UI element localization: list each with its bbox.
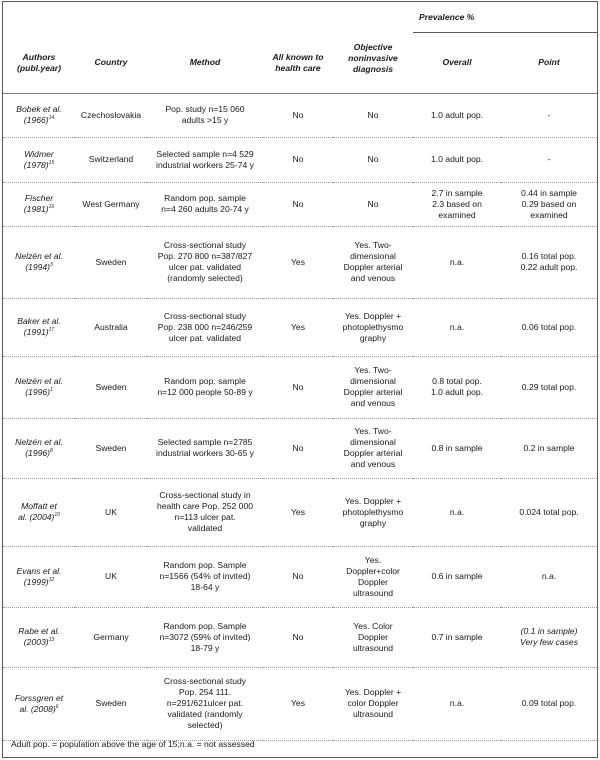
footnote: Adult pop. = population above the age of 15;n.a. = not assessed xyxy=(11,739,255,749)
known-cell: No xyxy=(263,93,333,137)
known-cell: No xyxy=(263,418,333,478)
reference-number: 8 xyxy=(50,448,53,454)
diagnosis-header: Objective noninvasive diagnosis xyxy=(333,33,413,94)
known-cell: No xyxy=(263,607,333,667)
diagnosis-cell: Yes. Two- dimensional Doppler arterial and venous xyxy=(333,418,413,478)
point-cell: 0.44 in sample 0.29 based on examined xyxy=(501,182,597,226)
diagnosis-cell: No xyxy=(333,93,413,137)
point-cell: 0.06 total pop. xyxy=(501,298,597,356)
country-cell: UK xyxy=(75,478,147,546)
author-cell: Bobek et al. $(1966)^{14}$ xyxy=(3,93,75,137)
country-cell: Sweden xyxy=(75,356,147,418)
diagnosis-cell: Yes. Doppler+color Doppler ultrasound xyxy=(333,546,413,607)
reference-number: 15 xyxy=(48,159,55,166)
country-cell: UK xyxy=(75,546,147,607)
author-cell: Nelzén et al. $(1994)^3$ xyxy=(3,226,75,298)
known-cell: Yes xyxy=(263,298,333,356)
known-cell: Yes xyxy=(263,226,333,298)
point-cell: 0.2 in sample xyxy=(501,418,597,478)
method-cell: Pop. study n=15 060 adults >15 y xyxy=(147,93,263,137)
method-cell: Cross-sectional study Pop. 270 800 n=387/827 ulcer pat. validated (randomly selected) xyxy=(147,226,263,298)
country-cell: Switzerland xyxy=(75,137,147,182)
prevalence-header: Prevalence % xyxy=(413,2,597,33)
point-cell: - xyxy=(501,137,597,182)
overall-cell: n.a. xyxy=(413,226,501,298)
table-row xyxy=(3,478,597,546)
point-cell: n.a. xyxy=(501,546,597,607)
method-cell: Random pop. sample n=12 000 people 50-89 y xyxy=(147,356,263,418)
method-cell: Random pop. sample n=4 260 adults 20-74 y xyxy=(147,182,263,226)
overall-header: Overall xyxy=(413,33,501,94)
country-cell: Australia xyxy=(75,298,147,356)
table-row xyxy=(3,607,597,667)
column-header-row xyxy=(3,33,597,94)
country-cell: Germany xyxy=(75,607,147,667)
reference-number: 13 xyxy=(48,637,55,643)
point-cell: 0.16 total pop. 0.22 adult pop. xyxy=(501,226,597,298)
point-cell: (0.1 in sample) Very few cases xyxy=(501,607,597,667)
method-cell: Random pop. Sample n=1566 (54% of invited) 18-64 y xyxy=(147,546,263,607)
overall-cell: 0.8 total pop. 1.0 adult pop. xyxy=(413,356,501,418)
method-cell: Cross-sectional study Pop. 238 000 n=246/259 ulcer pat. validated xyxy=(147,298,263,356)
overall-cell: n.a. xyxy=(413,478,501,546)
known-cell: No xyxy=(263,356,333,418)
method-cell: Random pop. Sample n=3072 (59% of invited) 18-79 y xyxy=(147,607,263,667)
country-cell: Sweden xyxy=(75,226,147,298)
known-cell: Yes xyxy=(263,478,333,546)
prevalence-table xyxy=(3,2,597,741)
reference-number: 17 xyxy=(48,327,55,333)
diagnosis-cell: Yes. Two- dimensional Doppler arterial and venous xyxy=(333,226,413,298)
diagnosis-cell: Yes. Doppler + color Doppler ultrasound xyxy=(333,667,413,740)
point-cell: - xyxy=(501,93,597,137)
author-cell: Nelzén et al. $(1996)^1$ xyxy=(3,356,75,418)
table-row xyxy=(3,667,597,740)
point-cell: 0.29 total pop. xyxy=(501,356,597,418)
country-cell: Sweden xyxy=(75,418,147,478)
diagnosis-cell: Yes. Two- dimensional Doppler arterial and venous xyxy=(333,356,413,418)
prevalence-table-container xyxy=(2,1,598,758)
reference-number: 3 xyxy=(50,262,53,268)
known-cell: Yes xyxy=(263,667,333,740)
overall-cell: 1.0 adult pop. xyxy=(413,93,501,137)
table-row xyxy=(3,226,597,298)
overall-cell: 0.8 in sample xyxy=(413,418,501,478)
table-row xyxy=(3,93,597,137)
authors-header: Authors (publ.year) xyxy=(3,33,75,94)
reference-number: 12 xyxy=(48,576,55,583)
country-cell: West Germany xyxy=(75,182,147,226)
table-row xyxy=(3,418,597,478)
overall-cell: 0.6 in sample xyxy=(413,546,501,607)
point-cell: 0.024 total pop. xyxy=(501,478,597,546)
table-row xyxy=(3,356,597,418)
diagnosis-cell: Yes. Doppler + photoplethysmo graphy xyxy=(333,478,413,546)
overall-cell: n.a. xyxy=(413,667,501,740)
author-cell: Forssgren et al. $(2008)^6$ xyxy=(3,667,75,740)
reference-number: 6 xyxy=(55,703,59,710)
country-header: Country xyxy=(75,33,147,94)
author-cell: Baker et al. $(1991)^{17}$ xyxy=(3,298,75,356)
table-row xyxy=(3,137,597,182)
table-row xyxy=(3,298,597,356)
method-header: Method xyxy=(147,33,263,94)
author-cell: Widmer $(1978)^{15}$ xyxy=(3,137,75,182)
country-cell: Sweden xyxy=(75,667,147,740)
author-cell: Nelzén et al. $(1996)^8$ xyxy=(3,418,75,478)
reference-number: 1 xyxy=(50,387,53,393)
table-body xyxy=(3,93,597,740)
overall-cell: 0.7 in sample xyxy=(413,607,501,667)
author-cell: Rabe et al. $(2003)^{13}$ xyxy=(3,607,75,667)
method-cell: Cross-sectional study Pop. 254 111. n=291/621ulcer pat. validated (randomly selected) xyxy=(147,667,263,740)
author-cell: Fischer $(1981)^{16}$ xyxy=(3,182,75,226)
prevalence-header-row xyxy=(3,2,597,33)
overall-cell: 1.0 adult pop. xyxy=(413,137,501,182)
method-cell: Selected sample n=4 529 industrial workers 25-74 y xyxy=(147,137,263,182)
reference-number: 16 xyxy=(48,204,55,210)
table-row xyxy=(3,182,597,226)
reference-number: 10 xyxy=(54,512,60,518)
known-header: All known to health care xyxy=(263,33,333,94)
author-cell: Evans et al. $(1999)^{12}$ xyxy=(3,546,75,607)
diagnosis-cell: No xyxy=(333,137,413,182)
country-cell: Czechoslovakia xyxy=(75,93,147,137)
overall-cell: 2.7 in sample 2.3 based on examined xyxy=(413,182,501,226)
diagnosis-cell: Yes. Doppler + photoplethysmo graphy xyxy=(333,298,413,356)
diagnosis-cell: No xyxy=(333,182,413,226)
method-cell: Selected sample n=2785 industrial workers 30-65 y xyxy=(147,418,263,478)
point-header: Point xyxy=(501,33,597,94)
known-cell: No xyxy=(263,546,333,607)
author-cell: Moffatt et al. $(2004)^{10}$ xyxy=(3,478,75,546)
reference-number: 14 xyxy=(48,115,55,121)
known-cell: No xyxy=(263,182,333,226)
table-row xyxy=(3,546,597,607)
diagnosis-cell: Yes. Color Doppler ultrasound xyxy=(333,607,413,667)
point-cell: 0.09 total pop. xyxy=(501,667,597,740)
method-cell: Cross-sectional study in health care Pop. 252 000 n=113 ulcer pat. validated xyxy=(147,478,263,546)
overall-cell: n.a. xyxy=(413,298,501,356)
known-cell: No xyxy=(263,137,333,182)
